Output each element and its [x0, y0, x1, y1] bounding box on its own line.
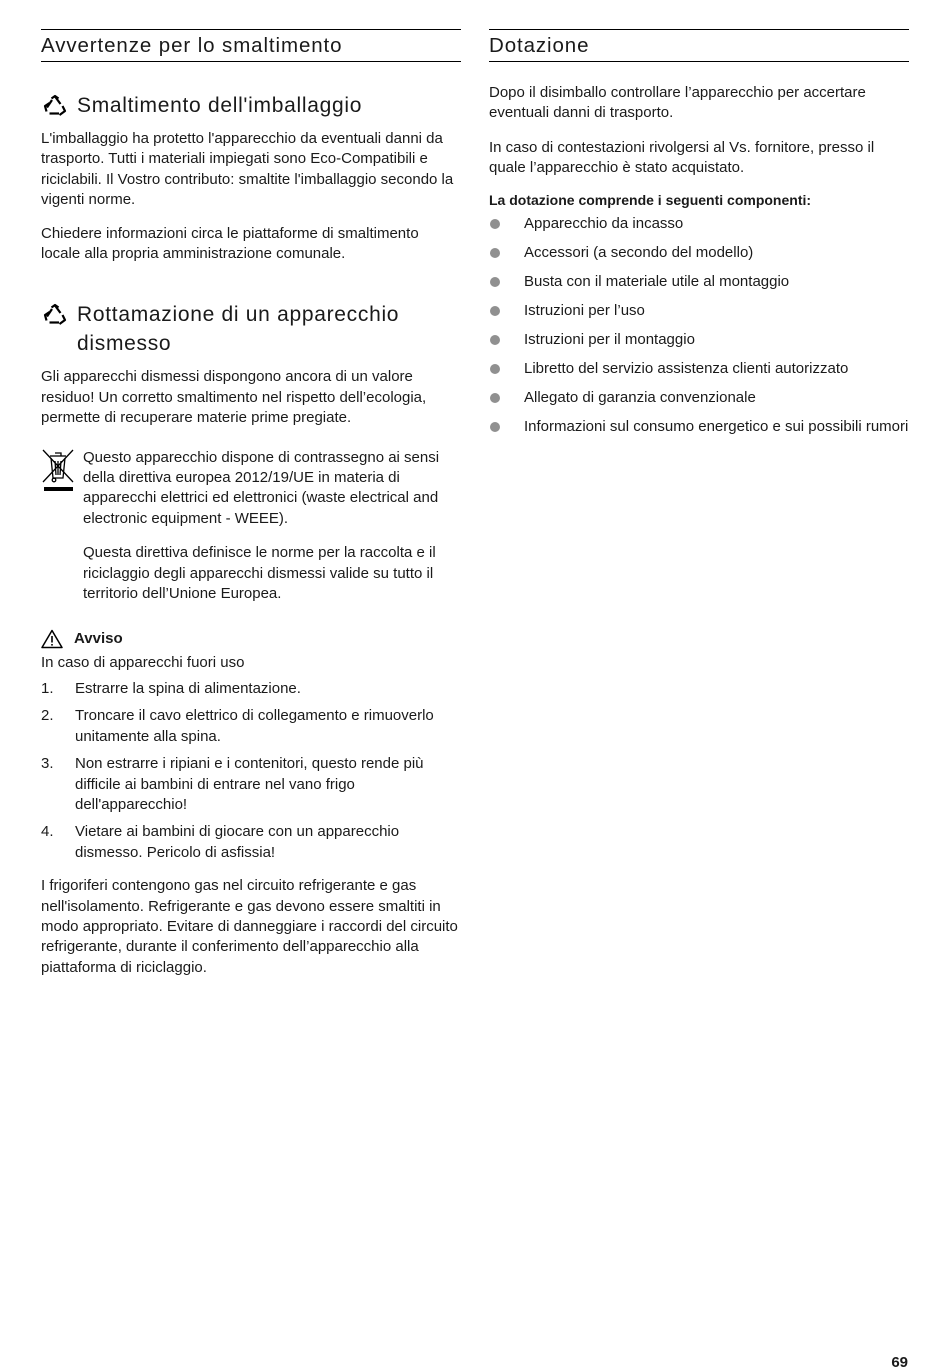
warning-closing-paragraph: I frigoriferi contengono gas nel circuito refrigerante e gas nell'isolamento. Refrigerante e gas devono essere smaltiti in modo appropriato. Evitare di danneggiare i raccordi del circuito refrigerante, durante il conferimento dell’apparecchio alla piattaforma di riciclaggio.: [41, 877, 458, 976]
disposal-title: [41, 300, 461, 358]
warning-title: Avviso: [74, 630, 123, 647]
list-item: [489, 272, 909, 292]
component-text: Allegato di garanzia convenzionale: [524, 388, 756, 406]
step-text: Estrarre la spina di alimentazione.: [75, 679, 301, 697]
components-heading: La dotazione comprende i seguenti componenti:: [489, 191, 812, 208]
recycle-icon: [43, 94, 67, 118]
list-item: [41, 706, 461, 747]
step-number: 2.: [41, 707, 54, 725]
weee-paragraph-1: Questo apparecchio dispone di contrassegno ai sensi della direttiva europea 2012/19/UE in materia di apparecchi elettrici ed elettronici (waste electrical and electronic equipment - WEEE).: [83, 448, 440, 527]
crossed-out-wheelie-bin-icon: [41, 448, 75, 494]
packaging-title: [41, 91, 461, 120]
bullet-icon: [490, 219, 500, 229]
component-text: Istruzioni per il montaggio: [524, 330, 695, 348]
step-number: 3.: [41, 755, 54, 773]
weee-block: [41, 448, 461, 605]
list-item: [41, 679, 461, 699]
bullet-icon: [490, 364, 500, 374]
packaging-paragraph-2: Chiedere informazioni circa le piattaforme di smaltimento locale alla propria amministrazione comunale.: [41, 224, 419, 263]
component-text: Informazioni sul consumo energetico e sui possibili rumori: [524, 417, 909, 435]
page-number: 69: [891, 1354, 908, 1371]
step-number: 1.: [41, 679, 54, 697]
weee-text: [83, 448, 461, 605]
packaging-title-text: Smaltimento dell'imballaggio: [77, 94, 363, 117]
right-column: [489, 29, 909, 446]
list-item: [489, 388, 909, 408]
list-item: [489, 359, 909, 379]
list-item: [489, 417, 909, 437]
component-text: Istruzioni per l’uso: [524, 301, 645, 319]
step-number: 4.: [41, 823, 54, 841]
step-text: Non estrarre i ripiani e i contenitori, questo rende più difficile ai bambini di entrare nel vano frigo dell'apparecchio!: [75, 755, 424, 813]
step-text: Troncare il cavo elettrico di collegamento e rimuoverlo unitamente alla spina.: [75, 707, 434, 745]
equipment-paragraph-2: In caso di contestazioni rivolgersi al Vs. fornitore, presso il quale l’apparecchio è stato acquistato.: [489, 138, 875, 177]
left-column: [41, 29, 461, 978]
bullet-icon: [490, 248, 500, 258]
list-item: [489, 243, 909, 263]
recycle-icon: [43, 303, 67, 327]
section-title-equipment: Dotazione: [489, 29, 909, 62]
list-item: [489, 330, 909, 350]
list-item: [489, 214, 909, 234]
list-item: [41, 822, 461, 863]
disposal-paragraph: Gli apparecchi dismessi dispongono ancora di un valore residuo! Un corretto smaltimento nel rispetto dell’ecologia, permette di recuperare materie prime pregiate.: [41, 368, 427, 427]
component-text: Libretto del servizio assistenza clienti autorizzato: [524, 359, 849, 377]
warning-section: [41, 629, 461, 979]
bullet-icon: [490, 277, 500, 287]
warning-intro: In caso di apparecchi fuori uso: [41, 653, 245, 671]
section-title-disposal: Avvertenze per lo smaltimento: [41, 29, 461, 62]
packaging-paragraph-1: L'imballaggio ha protetto l'apparecchio da eventuali danni da trasporto. Tutti i materiali impiegati sono Eco-Compatibili e riciclabili. Il Vostro contributo: smaltite l'imballaggio secondo la vigenti norme.: [41, 130, 454, 209]
bullet-icon: [490, 393, 500, 403]
components-list: [489, 214, 909, 437]
step-text: Vietare ai bambini di giocare con un apparecchio dismesso. Pericolo di asfissia!: [75, 823, 400, 861]
disposal-title-text: Rottamazione di un apparecchio dismesso: [77, 303, 400, 356]
component-text: Busta con il materiale utile al montaggio: [524, 272, 790, 290]
warning-heading: [41, 629, 461, 649]
weee-paragraph-2: Questa direttiva definisce le norme per la raccolta e il riciclaggio degli apparecchi dismessi valide su tutto il territorio dell’Unione Europea.: [83, 544, 436, 603]
bullet-icon: [490, 335, 500, 345]
bullet-icon: [490, 306, 500, 316]
disposal-section: [41, 300, 461, 604]
bullet-icon: [490, 422, 500, 432]
list-item: [41, 754, 461, 815]
weee-icon-wrapper: [41, 448, 75, 605]
component-text: Apparecchio da incasso: [524, 214, 684, 232]
warning-steps: [41, 679, 461, 863]
list-item: [489, 301, 909, 321]
equipment-paragraph-1: Dopo il disimballo controllare l’apparecchio per accertare eventuali danni di trasporto.: [489, 84, 866, 122]
packaging-section: [41, 91, 461, 264]
warning-triangle-icon: [41, 629, 63, 649]
component-text: Accessori (a secondo del modello): [524, 243, 754, 261]
